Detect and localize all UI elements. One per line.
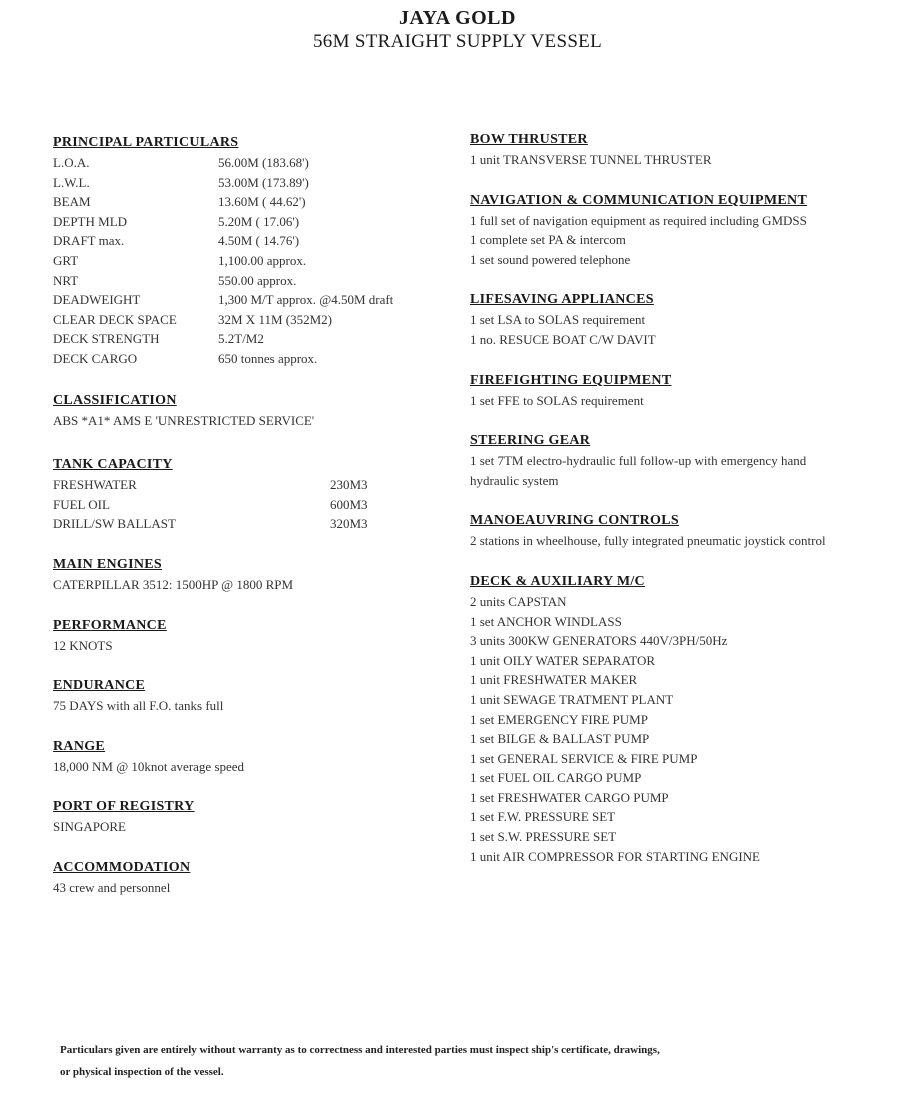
section-line: 1 set sound powered telephone xyxy=(470,251,631,267)
section-deck-auxiliary xyxy=(470,572,900,866)
spec-row xyxy=(53,212,453,232)
spec-row xyxy=(53,251,453,271)
spec-key: L.O.A. xyxy=(53,155,90,170)
section-line: 1 set ANCHOR WINDLASS xyxy=(470,613,622,629)
section-line: 2 units CAPSTAN xyxy=(470,593,567,609)
tank-value: 320M3 xyxy=(330,516,368,532)
section-line: 1 unit FRESHWATER MAKER xyxy=(470,672,638,688)
spec-key: DECK STRENGTH xyxy=(53,331,160,347)
spec-value: 5.20M ( 17.06') xyxy=(218,213,300,229)
section-text: 12 KNOTS xyxy=(53,637,113,653)
spec-key: DEPTH MLD xyxy=(53,213,128,229)
section-heading: PORT OF REGISTRY xyxy=(53,799,195,815)
section-manoeuvring-controls xyxy=(470,511,900,551)
section-heading: ACCOMMODATION xyxy=(53,859,191,875)
section-line: 1 set FRESHWATER CARGO PUMP xyxy=(470,789,669,805)
spec-row xyxy=(53,231,453,251)
section-heading: RANGE xyxy=(53,738,106,754)
disclaimer-line: or physical inspection of the vessel. xyxy=(60,1066,224,1078)
section-classification xyxy=(53,391,453,431)
section-heading: TANK CAPACITY xyxy=(53,457,173,473)
section-line: 1 set FFE to SOLAS requirement xyxy=(470,392,644,408)
section-line: 1 unit AIR COMPRESSOR FOR STARTING ENGINE xyxy=(470,848,760,864)
section-line: 1 set GENERAL SERVICE & FIRE PUMP xyxy=(470,750,698,766)
section-heading: PRINCIPAL PARTICULARS xyxy=(53,135,239,150)
spec-key: NRT xyxy=(53,272,79,288)
spec-row xyxy=(53,349,453,369)
spec-row xyxy=(53,153,453,173)
spec-row xyxy=(53,192,453,212)
section-heading: LIFESAVING APPLIANCES xyxy=(470,292,654,308)
spec-value: 650 tonnes approx. xyxy=(218,350,318,366)
spec-row xyxy=(53,271,453,291)
section-heading: NAVIGATION & COMMUNICATION EQUIPMENT xyxy=(470,192,808,208)
section-heading: BOW THRUSTER xyxy=(470,132,588,147)
section-line: 1 unit TRANSVERSE TUNNEL THRUSTER xyxy=(470,152,712,167)
section-text: 43 crew and personnel xyxy=(53,879,171,895)
section-line: 1 full set of navigation equipment as required including GMDSS xyxy=(470,212,807,228)
section-heading: MAIN ENGINES xyxy=(53,556,163,572)
section-line: 1 set 7TM electro-hydraulic full follow-up with emergency hand xyxy=(470,453,807,469)
section-performance xyxy=(53,616,453,656)
section-lifesaving xyxy=(470,290,900,349)
vessel-type: 56M STRAIGHT SUPPLY VESSEL xyxy=(312,31,602,52)
spec-row xyxy=(53,290,453,310)
tank-key: FUEL OIL xyxy=(53,496,110,512)
section-endurance xyxy=(53,676,453,716)
spec-value: 4.50M ( 14.76') xyxy=(218,233,300,249)
tank-value: 230M3 xyxy=(330,477,368,493)
section-tank-capacity xyxy=(53,455,453,534)
section-heading: FIREFIGHTING EQUIPMENT xyxy=(470,372,672,388)
spec-value: 53.00M (173.89') xyxy=(218,174,309,190)
section-firefighting xyxy=(470,371,900,411)
section-main-engines xyxy=(53,555,453,595)
tank-row xyxy=(53,495,453,515)
spec-key: DECK CARGO xyxy=(53,350,138,366)
section-text: 75 DAYS with all F.O. tanks full xyxy=(53,698,224,714)
section-accommodation xyxy=(53,858,453,898)
spec-value: 1,100.00 approx. xyxy=(218,252,307,268)
spec-key: L.W.L. xyxy=(53,174,90,190)
tank-row xyxy=(53,475,453,495)
section-line: 1 set BILGE & BALLAST PUMP xyxy=(470,731,650,747)
section-line: 2 stations in wheelhouse, fully integrated pneumatic joystick control xyxy=(470,533,826,549)
section-line: hydraulic system xyxy=(470,472,559,488)
spec-value: 13.60M ( 44.62') xyxy=(218,194,306,210)
spec-key: GRT xyxy=(53,252,79,268)
section-bow-thruster xyxy=(470,130,900,170)
section-heading: CLASSIFICATION xyxy=(53,392,177,408)
tank-key: DRILL/SW BALLAST xyxy=(53,516,176,532)
right-column xyxy=(470,130,900,887)
section-line: 1 unit OILY WATER SEPARATOR xyxy=(470,652,656,668)
section-line: 3 units 300KW GENERATORS 440V/3PH/50Hz xyxy=(470,633,728,649)
spec-value: 5.2T/M2 xyxy=(218,331,264,347)
section-line: 1 set F.W. PRESSURE SET xyxy=(470,809,616,825)
disclaimer-line: Particulars given are entirely without warranty as to correctness and interested parties must inspect ship's certificate, drawings, xyxy=(60,1044,660,1056)
tank-row xyxy=(53,514,453,534)
section-line: 1 complete set PA & intercom xyxy=(470,232,626,248)
section-port-of-registry xyxy=(53,797,453,837)
section-heading: MANOEAUVRING CONTROLS xyxy=(470,513,679,529)
spec-value: 1,300 M/T approx. @4.50M draft xyxy=(218,292,394,308)
disclaimer xyxy=(60,1039,820,1083)
section-heading: PERFORMANCE xyxy=(53,617,167,633)
section-navigation-communication xyxy=(470,191,900,270)
spec-key: DEADWEIGHT xyxy=(53,292,141,308)
section-heading: STEERING GEAR xyxy=(470,433,591,449)
section-text: ABS *A1* AMS E 'UNRESTRICTED SERVICE' xyxy=(53,412,315,428)
spec-value: 550.00 approx. xyxy=(218,272,297,288)
spec-key: BEAM xyxy=(53,194,91,210)
section-line: 1 set EMERGENCY FIRE PUMP xyxy=(470,711,648,727)
spec-value: 32M X 11M (352M2) xyxy=(218,311,332,327)
section-line: 1 set S.W. PRESSURE SET xyxy=(470,829,617,845)
tank-key: FRESHWATER xyxy=(53,477,137,493)
spec-value: 56.00M (183.68') xyxy=(218,155,309,170)
left-column xyxy=(53,133,453,918)
vessel-name: JAYA GOLD xyxy=(399,7,516,29)
section-text: CATERPILLAR 3512: 1500HP @ 1800 RPM xyxy=(53,576,294,592)
section-text: 18,000 NM @ 10knot average speed xyxy=(53,758,245,774)
section-line: 1 no. RESUCE BOAT C/W DAVIT xyxy=(470,331,656,347)
spec-key: CLEAR DECK SPACE xyxy=(53,311,177,327)
document-header xyxy=(0,6,915,54)
spec-row xyxy=(53,173,453,193)
section-line: 1 set LSA to SOLAS requirement xyxy=(470,312,646,328)
spec-key: DRAFT max. xyxy=(53,233,125,249)
spec-row xyxy=(53,329,453,349)
section-heading: DECK & AUXILIARY M/C xyxy=(470,573,645,589)
spec-row xyxy=(53,310,453,330)
section-text: SINGAPORE xyxy=(53,819,126,835)
section-line: 1 unit SEWAGE TRATMENT PLANT xyxy=(470,691,674,707)
section-steering-gear xyxy=(470,431,900,490)
section-line: 1 set FUEL OIL CARGO PUMP xyxy=(470,770,642,786)
section-principal-particulars xyxy=(53,133,453,369)
section-heading: ENDURANCE xyxy=(53,678,146,694)
section-range xyxy=(53,737,453,777)
tank-value: 600M3 xyxy=(330,496,368,512)
